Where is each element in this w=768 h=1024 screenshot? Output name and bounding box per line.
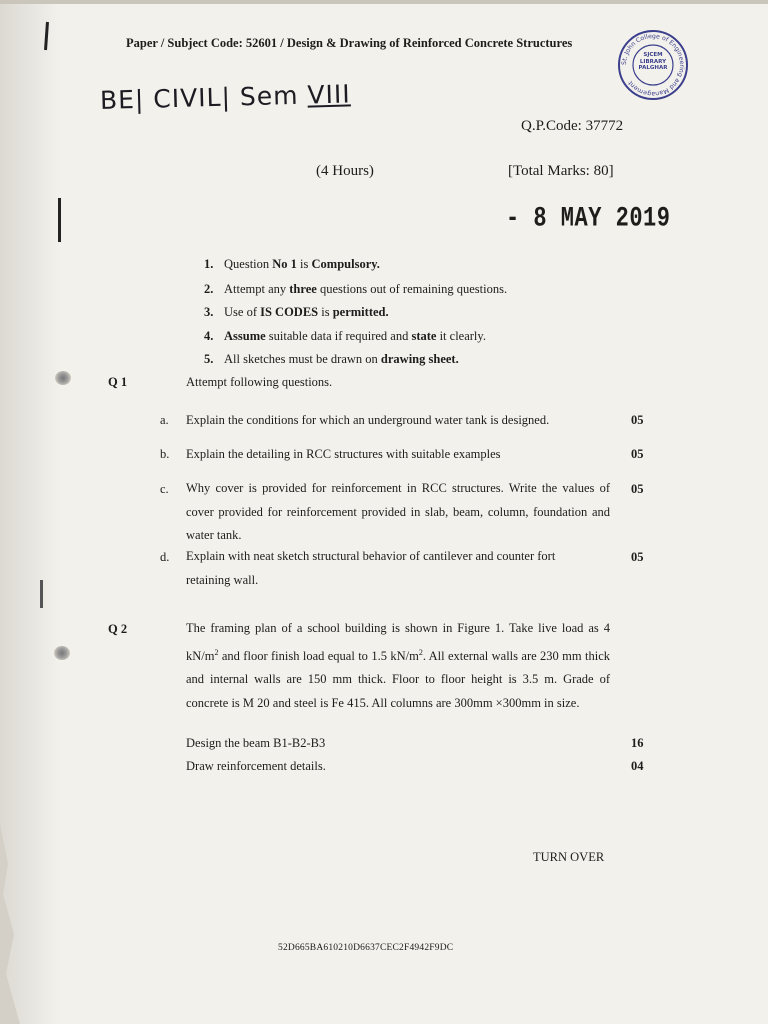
handwritten-prefix: BE| CIVIL| Sem [99, 80, 308, 115]
q2-task1: Design the beam B1-B2-B3 [186, 736, 326, 750]
instruction-text: is [318, 305, 333, 319]
instruction-bold: Compulsory. [311, 257, 380, 271]
q1c-text: Why cover is provided for reinforcement in RCC structures. Write the values of cover provided for reinforcement provided in slab, beam, column, foundation and water tank. [186, 481, 610, 542]
q1d-label: d. [160, 550, 170, 564]
total-marks: [Total Marks: 80] [508, 163, 614, 179]
q2-task2-marks: 04 [631, 759, 644, 773]
instruction-bold: Assume [224, 329, 266, 343]
instruction-bold: No 1 [272, 257, 297, 271]
q1b-text: Explain the detailing in RCC structures with suitable examples [186, 447, 501, 461]
qp-code: Q.P.Code: 37772 [521, 118, 624, 134]
q2-task1-marks: 16 [631, 736, 644, 750]
q1d-marks: 05 [631, 550, 644, 564]
seal-center-text: SJCEM LIBRARY PALGHAR [638, 52, 668, 71]
q2-text-b: and floor finish load equal to 1.5 kN/m [218, 648, 419, 663]
instruction-item [204, 352, 459, 367]
instruction-item [204, 282, 507, 297]
instruction-number: 3. [204, 305, 214, 319]
instruction-number: 5. [204, 352, 214, 366]
seal-ring-text: St. John College of Engineering and Management [620, 32, 686, 98]
instruction-text: Use of [224, 305, 261, 319]
instruction-bold: three [289, 282, 317, 296]
footer-code: 52D665BA610210D6637CEC2F4942F9DC [278, 943, 454, 953]
handwritten-sem: VIII [307, 79, 351, 110]
q2-text-c: . All external walls are 230 mm thick and internal walls are 150 mm thick. Floor to floor height is 3.5 m. Grade of concrete is M 20 and steel is Fe 415. All columns are 300mm ×300mm in size. [186, 648, 611, 710]
college-seal [616, 28, 690, 102]
q1c-marks: 05 [631, 482, 644, 496]
q1-title: Attempt following questions. [186, 375, 333, 389]
instruction-text: suitable data if required and [265, 329, 412, 343]
date-stamp: - 8 MAY 2019 [506, 203, 671, 235]
q1a-marks: 05 [631, 413, 644, 427]
instruction-number: 4. [204, 329, 214, 343]
q2-text [186, 617, 610, 715]
q1b-marks: 05 [631, 447, 644, 461]
instruction-bold: permitted. [332, 305, 389, 319]
instruction-text: Attempt any [224, 282, 290, 296]
q2-label: Q 2 [108, 622, 128, 636]
punch-hole [54, 646, 70, 660]
instruction-bold: state [411, 329, 437, 343]
instruction-bold: IS CODES [260, 305, 319, 319]
instruction-item [204, 305, 389, 320]
instruction-number: 2. [204, 282, 214, 296]
q1c-label: c. [160, 482, 169, 496]
torn-edge [0, 824, 40, 1024]
q2-task2: Draw reinforcement details. [186, 759, 326, 773]
margin-mark [40, 580, 43, 608]
exam-duration: (4 Hours) [316, 163, 374, 179]
instruction-item [204, 257, 380, 272]
margin-mark [58, 198, 61, 242]
q2-sup2: 2 [418, 647, 423, 657]
q1b-label: b. [160, 447, 170, 461]
q1d-text: Explain with neat sketch structural behavior of cantilever and counter fort retaining wall. [186, 549, 556, 587]
instruction-item [204, 329, 486, 344]
instruction-text: is [296, 257, 312, 271]
subject-header: Paper / Subject Code: 52601 / Design & Drawing of Reinforced Concrete Structures [126, 36, 573, 50]
instruction-text: it clearly. [436, 329, 486, 343]
q1-label: Q 1 [108, 375, 128, 389]
q1a-label: a. [160, 413, 169, 427]
punch-hole [55, 371, 71, 385]
q1a-text: Explain the conditions for which an underground water tank is designed. [186, 413, 550, 427]
q2-text-a: The framing plan of a school building is shown in Figure 1. Take live load as 4 kN/m [186, 621, 610, 663]
instruction-number: 1. [204, 257, 214, 271]
instruction-bold: drawing sheet. [380, 352, 459, 366]
page-edge [0, 0, 768, 4]
instruction-text: Question [224, 257, 273, 271]
instruction-text: questions out of remaining questions. [316, 282, 508, 296]
instruction-text: All sketches must be drawn on [224, 352, 381, 366]
turn-over: TURN OVER [533, 850, 605, 864]
q2-sup1: 2 [214, 647, 219, 657]
handwritten-course [100, 79, 351, 115]
